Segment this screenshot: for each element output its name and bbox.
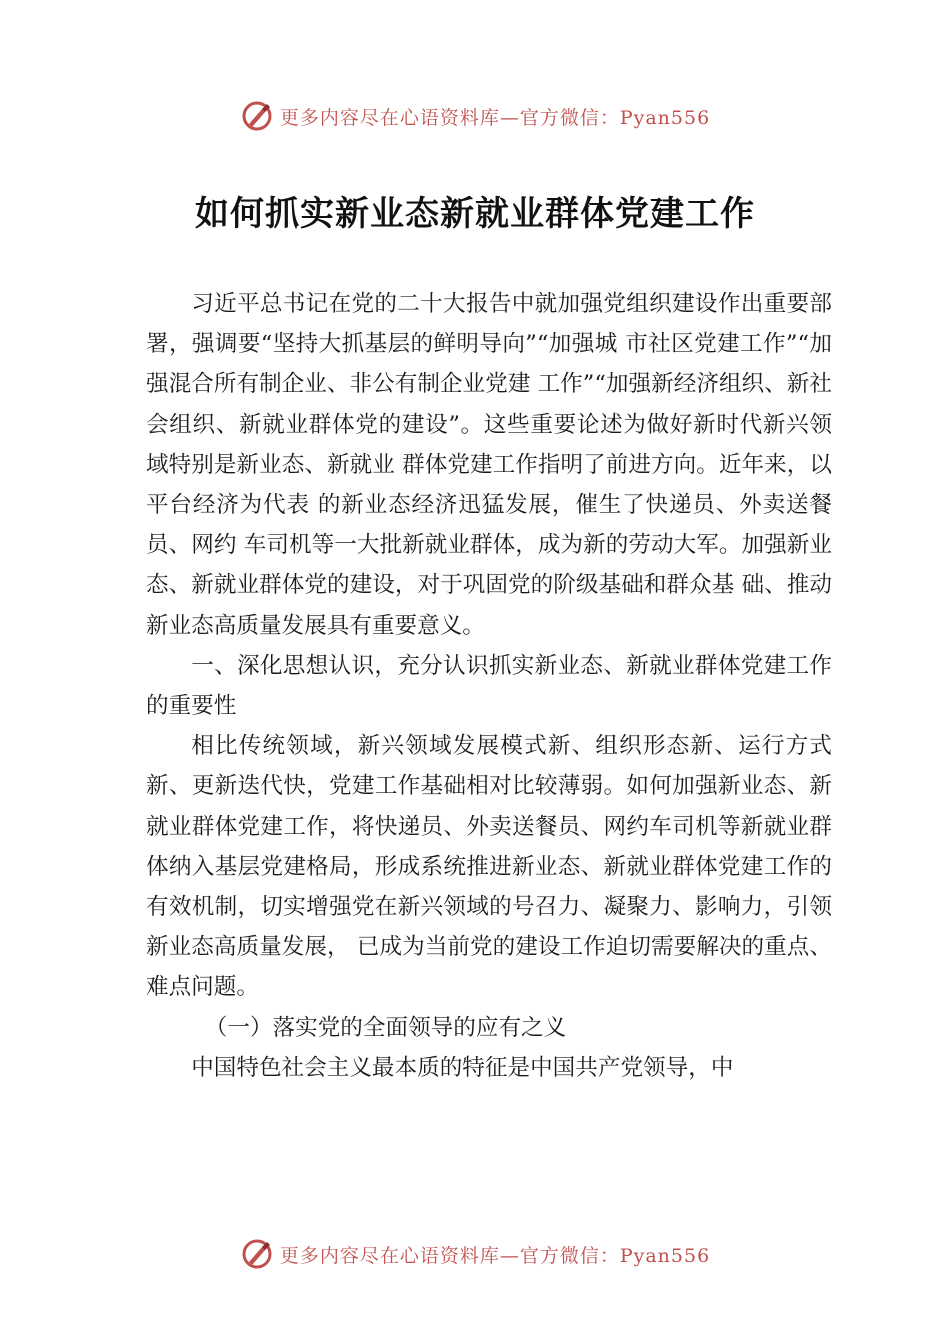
section-heading-one: 一、深化思想认识，充分认识抓实新业态、新就业群体党建工作的重要性: [146, 652, 832, 720]
fountain-pen-seal-icon: [240, 1237, 274, 1271]
header-banner-text: 更多内容尽在心语资料库—官方微信：Pyan556: [279, 106, 711, 129]
subsection-heading-one: （一）落实党的全面领导的应有之义: [204, 1014, 567, 1041]
section-one-paragraph: 相比传统领域，新兴领域发展模式新、组织形态新、运行方式新、更新迭代快，党建工作基础相对比较薄弱。如何加强新业态、新就业群体党建工作，将快递员、外卖送餐员、网约车司机等新就业群体纳入基层党建格局，形成系统推进新业态、新就业群体党建工作的有效机制，切实增强党在新兴领域的号召力、凝聚力、影响力，引领新业态高质量发展， 已成为当前党的建设工作迫切需要解决的重点、难点问题。: [146, 733, 832, 1001]
footer-banner-text: 更多内容尽在心语资料库—官方微信：Pyan556: [279, 1244, 711, 1267]
document-body: [146, 284, 832, 1088]
subsection-one-paragraph: 中国特色社会主义最本质的特征是中国共产党领导，中: [191, 1054, 734, 1081]
intro-paragraph: 习近平总书记在党的二十大报告中就加强党组织建设作出重要部署，强调要“坚持大抓基层的鲜明导向”“加强城 市社区党建工作”“加强混合所有制企业、非公有制企业党建 工作”“加强新经济组织、新社会组织、新就业群体党的建设”。这些重要论述为做好新时代新兴领域特别是新业态、新就业 群体党建工作指明了前进方向。近年来，以平台经济为代表 的新业态经济迅猛发展，催生了快递员、外卖送餐员、网约 车司机等一大批新就业群体，成为新的劳动大军。加强新业 态、新就业群体党的建设，对于巩固党的阶级基础和群众基 础、推动新业态高质量发展具有重要意义。: [146, 291, 832, 639]
header-banner: [0, 96, 950, 136]
footer-banner: [0, 1234, 950, 1274]
document-title: 如何抓实新业态新就业群体党建工作: [195, 194, 755, 234]
fountain-pen-seal-icon: [240, 99, 274, 133]
